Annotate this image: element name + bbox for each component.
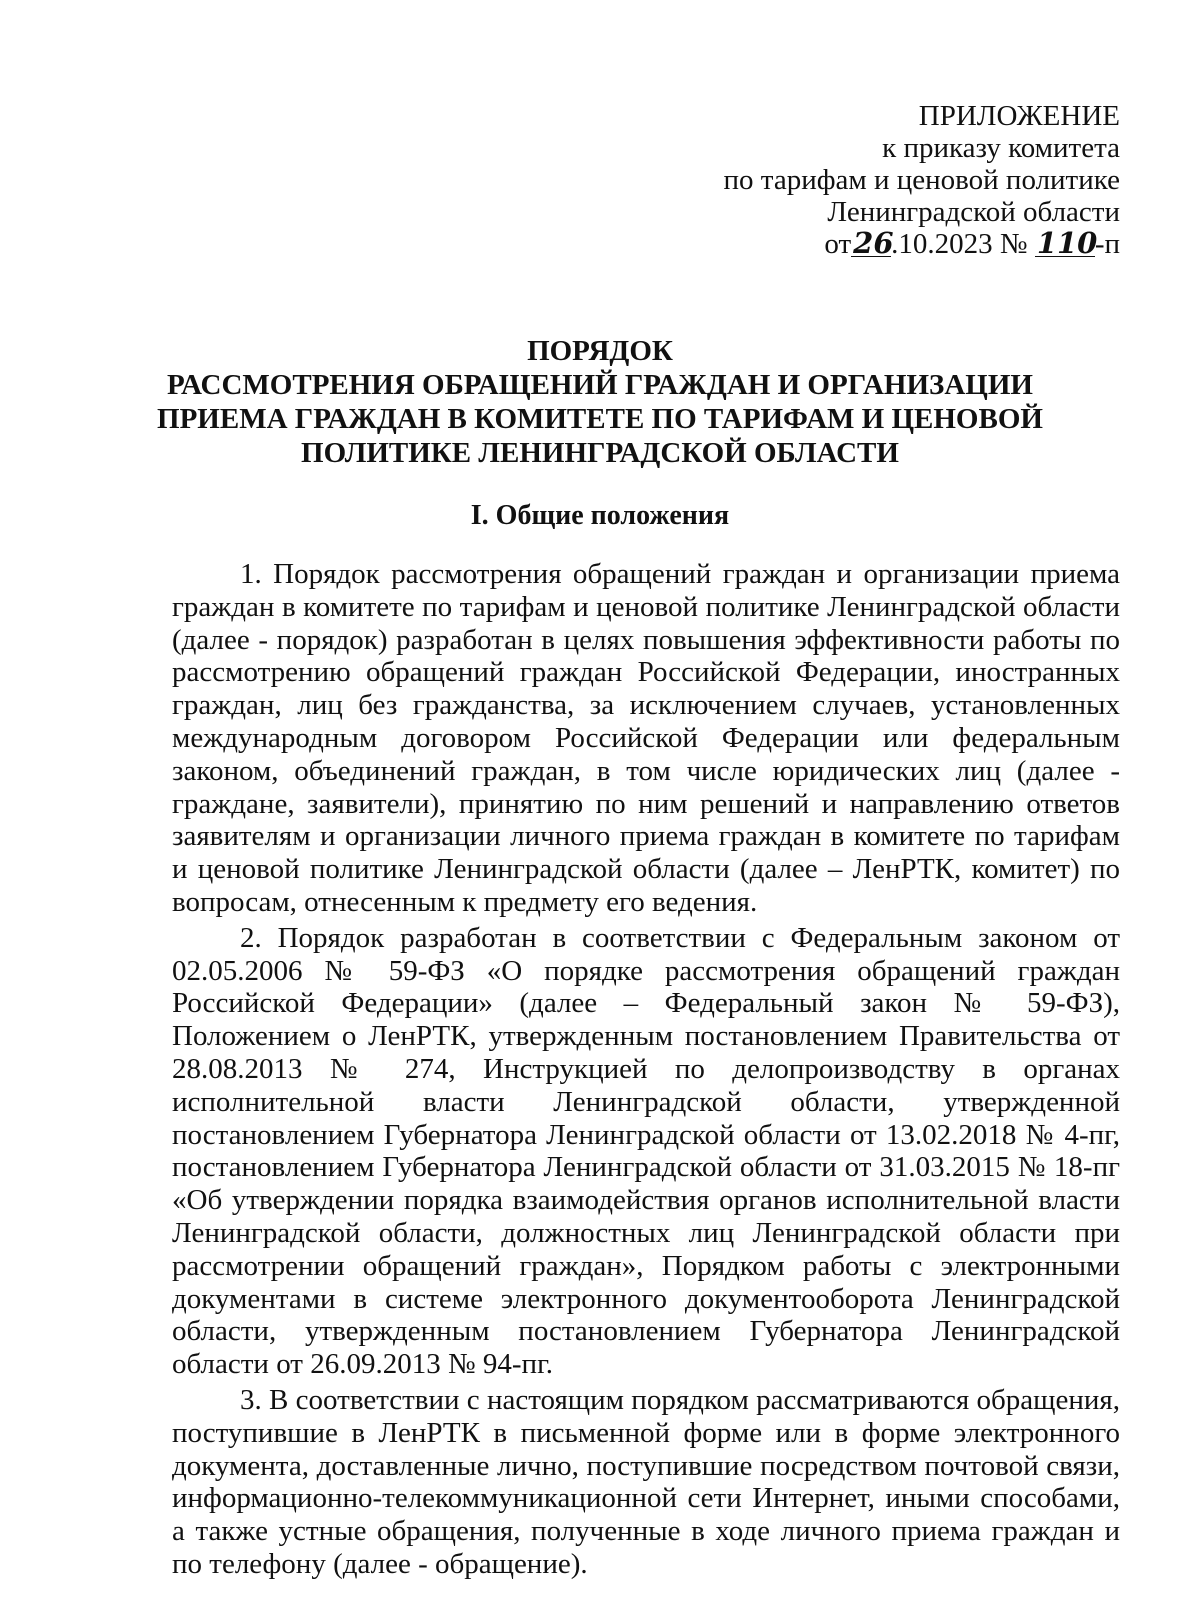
handwritten-order-number: 110 <box>1036 226 1098 260</box>
title-line-4: ПОЛИТИКЕ ЛЕНИНГРАДСКОЙ ОБЛАСТИ <box>301 437 899 469</box>
document-title <box>120 334 1080 470</box>
date-rest: .10.2023 № <box>891 228 1028 260</box>
appendix-date-line <box>724 228 1120 260</box>
document-body <box>172 558 1120 1581</box>
paragraph-3: 3. В соответствии с настоящим порядком рассматриваются обращения, поступившие в ЛенРТК в письменной форме или в форме электронного документа, доставленные лично, поступившие посредством почтовой связи, информационно-телекоммуникационной сети Интернет, иными способами, а также устные обращения, полученные в ходе личного приема граждан и по телефону (далее - обращение). <box>172 1383 1120 1580</box>
order-suffix: -п <box>1094 228 1120 260</box>
title-line-3: ПРИЕМА ГРАЖДАН В КОМИТЕТЕ ПО ТАРИФАМ И ЦЕНОВОЙ <box>157 403 1043 435</box>
paragraph-1: 1. Порядок рассмотрения обращений граждан и организации приема граждан в комитете по тарифам и ценовой политике Ленинградской области (далее - порядок) разработан в целях повышения эффективности работы по рассмотрению обращений граждан Российской Федерации, иностранных граждан, лиц без гражданства, за исключением случаев, установленных международным договором Российской Федерации или федеральным законом, объединений граждан, в том числе юридических лиц (далее - граждане, заявители), принятию по ним решений и направлению ответов заявителям и организации личного приема граждан в комитете по тарифам и ценовой политике Ленинградской области (далее – ЛенРТК, комитет) по вопросам, отнесенным к предмету его ведения. <box>172 558 1120 918</box>
appendix-line-2: по тарифам и ценовой политике <box>723 164 1120 196</box>
appendix-line-3: Ленинградской области <box>827 196 1120 228</box>
handwritten-day: 26 <box>853 226 894 260</box>
title-line-2: РАССМОТРЕНИЯ ОБРАЩЕНИЙ ГРАЖДАН И ОРГАНИЗАЦИИ <box>167 369 1033 401</box>
title-line-1: ПОРЯДОК <box>527 335 673 367</box>
appendix-block <box>724 100 1120 260</box>
appendix-heading: ПРИЛОЖЕНИЕ <box>918 100 1120 132</box>
paragraph-2: 2. Порядок разработан в соответствии с Федеральным законом от 02.05.2006 № 59-ФЗ «О порядке рассмотрения обращений граждан Российской Федерации» (далее – Федеральный закон № 59-ФЗ), Положением о ЛенРТК, утвержденным постановлением Правительства от 28.08.2013 № 274, Инструкцией по делопроизводству в органах исполнительной власти Ленинградской области, утвержденной постановлением Губернатора Ленинградской области от 13.02.2018 № 4-пг, постановлением Губернатора Ленинградской области от 31.03.2015 № 18-пг «Об утверждении порядка взаимодействия органов исполнительной власти Ленинградской области, должностных лиц Ленинградской области при рассмотрении обращений граждан», Порядком работы с электронными документами в системе электронного документооборота Ленинградской области, утвержденным постановлением Губернатора Ленинградской области от 26.09.2013 № 94-пг. <box>172 921 1120 1381</box>
date-prefix: от <box>824 228 852 260</box>
appendix-line-1: к приказу комитета <box>882 132 1120 164</box>
section-heading: I. Общие положения <box>470 500 730 531</box>
